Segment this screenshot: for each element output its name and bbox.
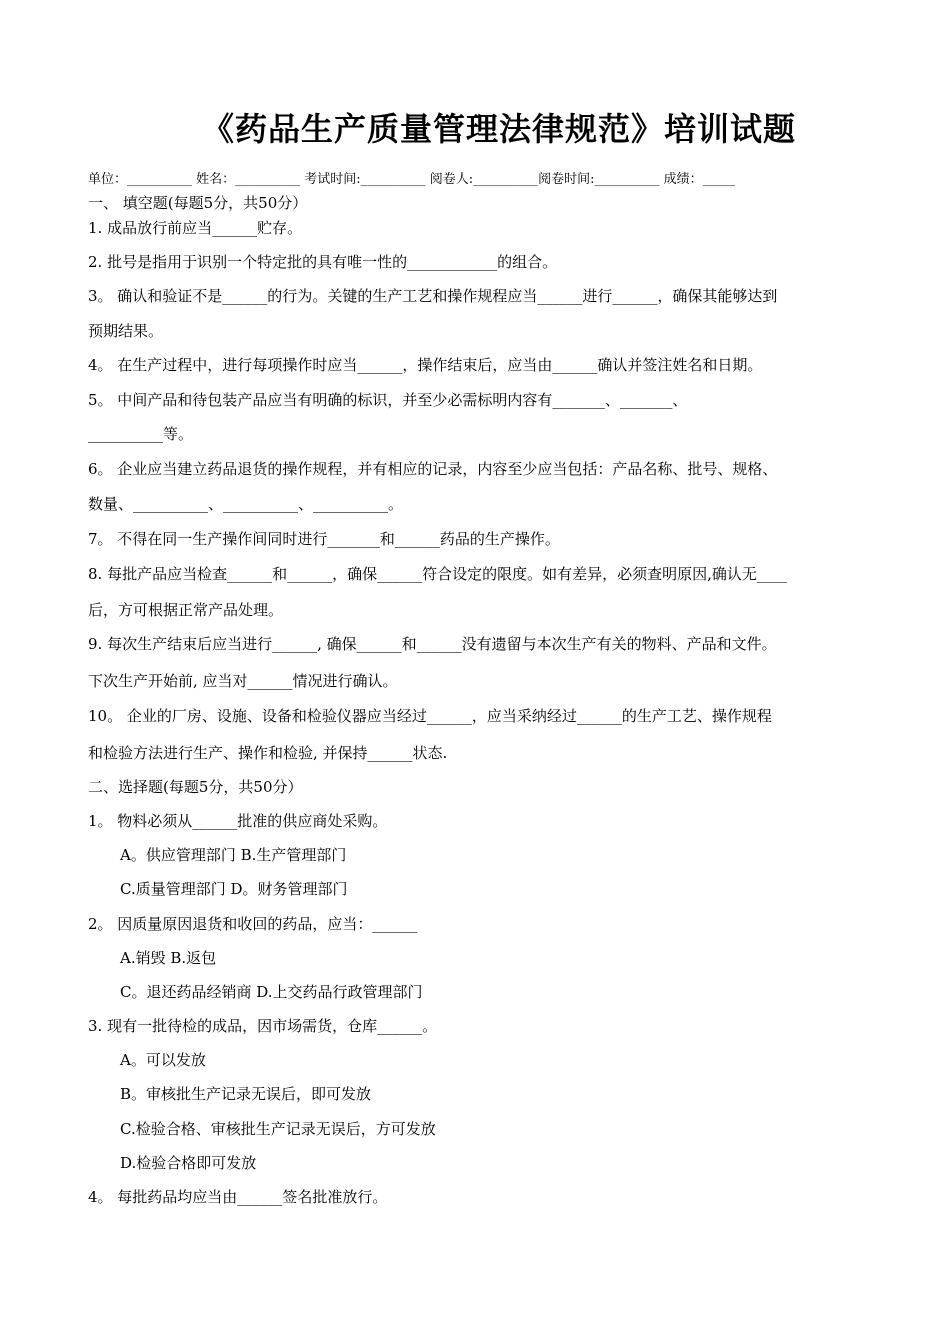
question-line: 5。 中间产品和待包装产品应当有明确的标识，并至少必需标明内容有_______、_______、 (88, 391, 688, 409)
choice-options: C。退还药品经销商 D.上交药品行政管理部门 (120, 983, 423, 1001)
header-fields: 单位：__________ 姓名：__________ 考试时间:__________ 阅卷人:__________阅卷时间:__________ 成绩：_____ (88, 172, 736, 187)
question-line: 4。 在生产过程中，进行每项操作时应当______，操作结束后，应当由______确认并签注姓名和日期。 (88, 356, 763, 374)
choice-option: D.检验合格即可发放 (120, 1154, 257, 1172)
choice-question: 3. 现有一批待检的成品，因市场需货，仓库______。 (88, 1017, 438, 1035)
choice-options: A.销毁 B.返包 (120, 949, 217, 967)
question-line: 和检验方法进行生产、操作和检验, 并保持______状态. (88, 744, 448, 762)
choice-question: 4。 每批药品均应当由______签名批准放行。 (88, 1188, 388, 1206)
choice-question: 2。 因质量原因退货和收回的药品，应当：______ (88, 915, 418, 933)
question-line: 1. 成品放行前应当______贮存。 (88, 219, 303, 237)
choice-option: B。审核批生产记录无误后，即可发放 (120, 1085, 372, 1103)
section1-heading: 一、 填空题(每题5分，共50分） (88, 194, 308, 212)
question-line: 预期结果。 (88, 322, 164, 340)
document-title: 《药品生产质量管理法律规范》培训试题 (201, 110, 796, 148)
choice-question: 1。 物料必须从______批准的供应商处采购。 (88, 812, 388, 830)
question-line: 数量、__________、__________、__________。 (88, 495, 404, 513)
question-line: 7。 不得在同一生产操作间同时进行_______和______药品的生产操作。 (88, 530, 560, 548)
question-line: 8. 每批产品应当检查______和______，确保______符合设定的限度。如有差异，必须查明原因,确认无____ (88, 565, 787, 583)
choice-options: C.质量管理部门 D。财务管理部门 (120, 880, 348, 898)
choice-option: C.检验合格、审核批生产记录无误后，方可发放 (120, 1120, 436, 1138)
choice-option: A。可以发放 (120, 1051, 206, 1069)
question-line: 9. 每次生产结束后应当进行______, 确保______和______没有遗留与本次生产有关的物料、产品和文件。 (88, 635, 777, 653)
question-line: 下次生产开始前, 应当对______情况进行确认。 (88, 672, 398, 690)
question-line: 2. 批号是指用于识别一个特定批的具有唯一性的____________的组合。 (88, 253, 558, 271)
question-line: 10。 企业的厂房、设施、设备和检验仪器应当经过______，应当采纳经过______的生产工艺、操作规程 (88, 707, 772, 725)
question-line: __________等。 (88, 425, 194, 443)
question-line: 6。 企业应当建立药品退货的操作规程，并有相应的记录，内容至少应当包括：产品名称、批号、规格、 (88, 460, 778, 478)
choice-options: A。供应管理部门 B.生产管理部门 (120, 846, 347, 864)
question-line: 3。 确认和验证不是______的行为。关键的生产工艺和操作规程应当______进行______，确保其能够达到 (88, 287, 778, 305)
question-line: 后，方可根据正常产品处理。 (88, 601, 284, 619)
section2-heading: 二、选择题(每题5分，共50分） (88, 778, 303, 796)
